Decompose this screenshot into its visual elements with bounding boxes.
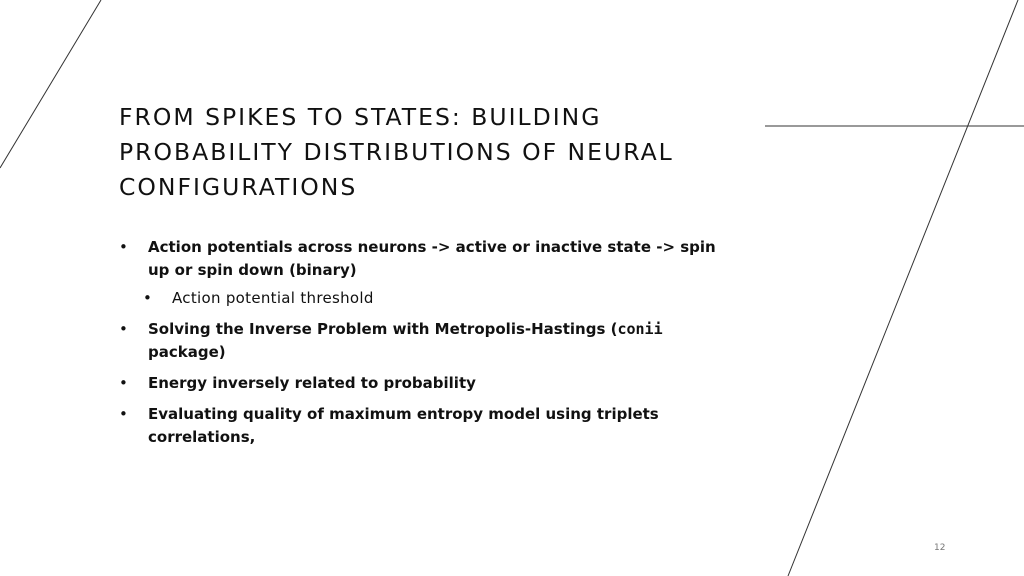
bullet-text: Evaluating quality of maximum entropy model using triplets correlations, bbox=[148, 405, 659, 446]
sub-bullet-item bbox=[119, 287, 719, 310]
bullet-dot-icon: • bbox=[119, 238, 128, 256]
bullet-item bbox=[119, 403, 719, 449]
code-package-name: conii bbox=[617, 320, 663, 338]
bullet-dot-icon: • bbox=[119, 374, 128, 392]
bullet-item bbox=[119, 236, 719, 282]
bullet-dot-icon: • bbox=[143, 289, 153, 307]
bullet-text: Action potentials across neurons -> active or inactive state -> spin up or spin down (binary) bbox=[148, 238, 716, 279]
slide-number: 12 bbox=[934, 543, 946, 553]
bullet-item bbox=[119, 372, 719, 395]
bullet-text-before-code: Solving the Inverse Problem with Metropolis-Hastings ( bbox=[148, 320, 618, 338]
bullet-text-after-code: package) bbox=[148, 343, 226, 361]
bullet-dot-icon: • bbox=[119, 320, 128, 338]
bullet-text: Action potential threshold bbox=[172, 289, 374, 307]
diagonal-line-right bbox=[788, 0, 1018, 576]
bullet-text: Energy inversely related to probability bbox=[148, 374, 476, 392]
bullet-list bbox=[119, 236, 719, 457]
bullet-item bbox=[119, 318, 719, 364]
bullet-dot-icon: • bbox=[119, 405, 128, 423]
slide-title: FROM SPIKES TO STATES: BUILDING PROBABILITY DISTRIBUTIONS OF NEURAL CONFIGURATIONS bbox=[119, 103, 674, 201]
diagonal-line-left bbox=[0, 0, 101, 168]
